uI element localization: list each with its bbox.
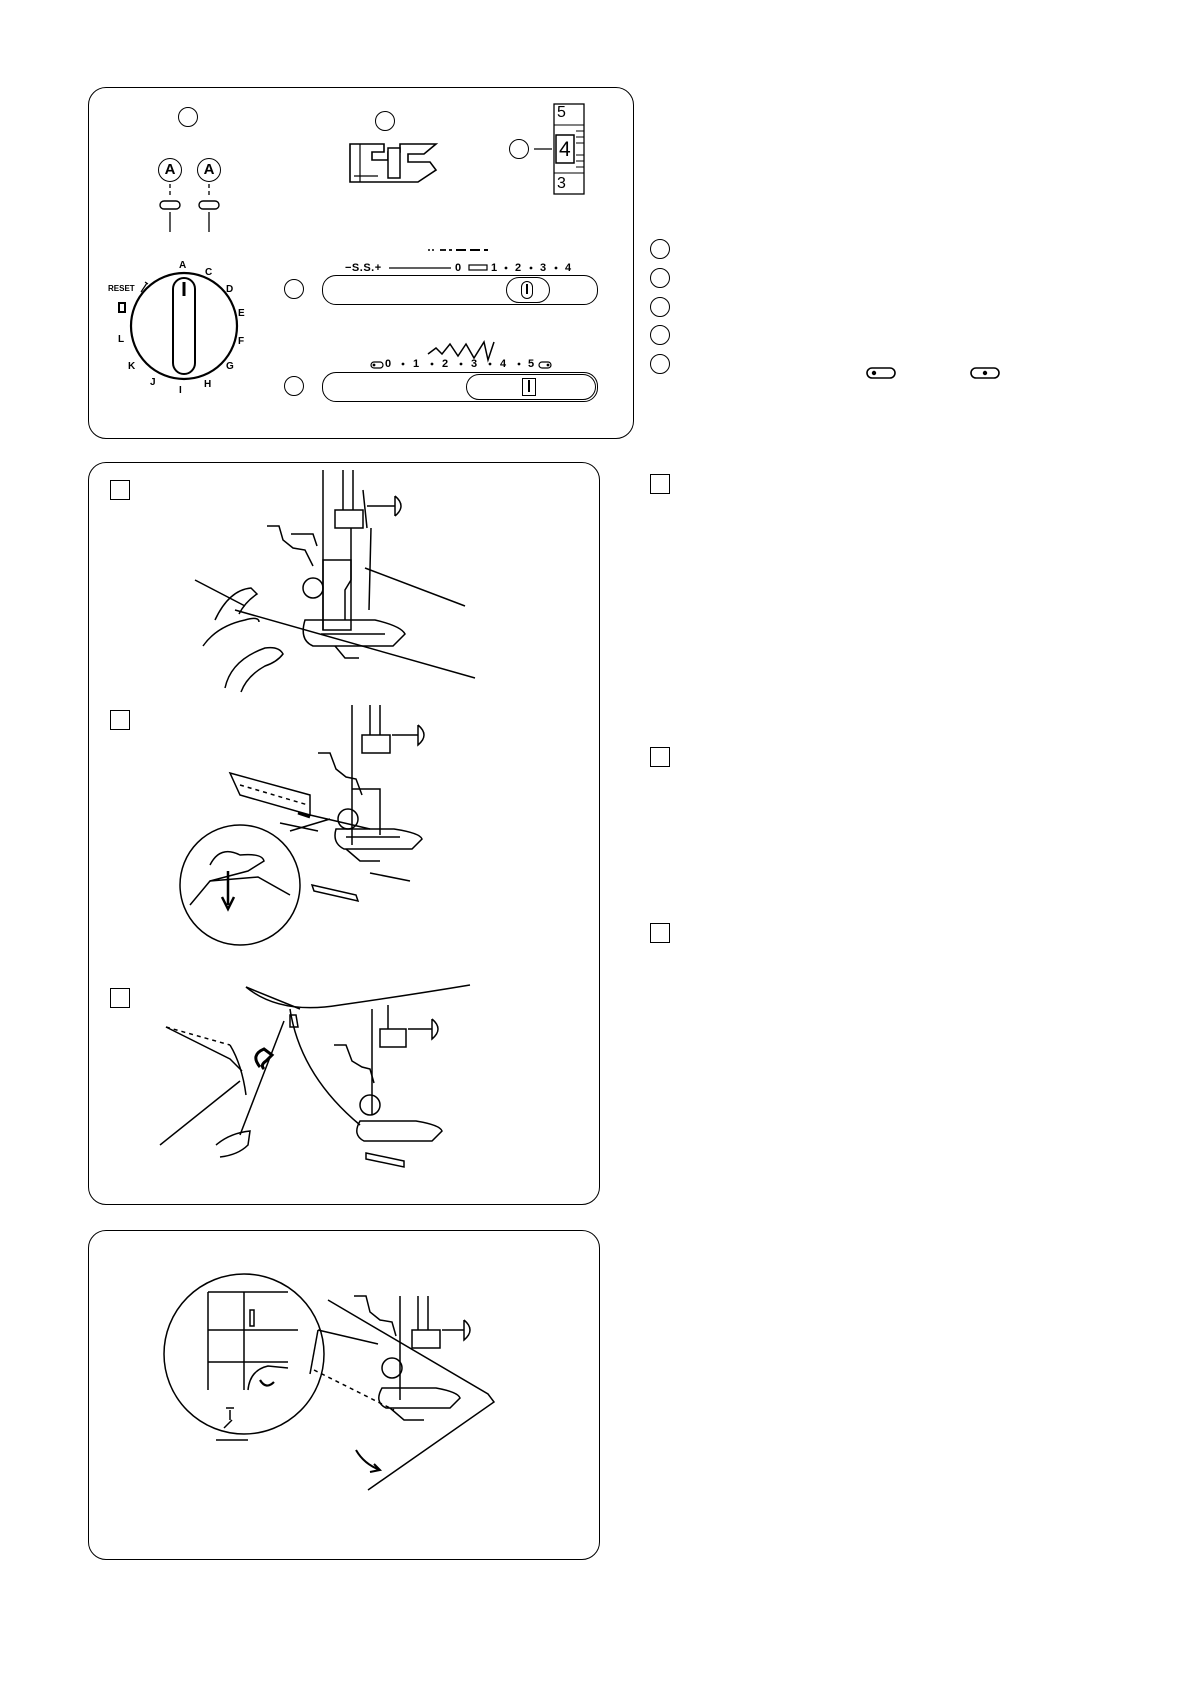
start-sewing-illustration — [195, 470, 495, 700]
length-value-3: 3 — [540, 262, 547, 274]
dial-letter-c: C — [205, 267, 213, 278]
step-text-marker-3 — [650, 923, 670, 943]
legend-marker-5 — [650, 354, 670, 374]
finish-sewing-illustration — [160, 985, 480, 1185]
dial-letter-k: K — [128, 361, 136, 372]
buttonhole-mark-right: A — [197, 158, 221, 182]
legend-marker-3 — [650, 297, 670, 317]
legend-marker-4 — [650, 325, 670, 345]
width-left-needle-icon — [370, 361, 384, 369]
legend-marker-1 — [650, 239, 670, 259]
stitch-length-knob[interactable] — [506, 277, 550, 303]
thread-cutter-illustration — [168, 1270, 508, 1500]
callout-marker-tension — [509, 139, 529, 159]
needle-position-center-icon — [866, 367, 896, 379]
stitch-length-slider[interactable] — [322, 275, 598, 305]
width-value-5: 5 — [528, 358, 535, 370]
tension-number-4: 4 — [559, 138, 571, 161]
width-scale-dots-icon — [395, 358, 525, 370]
length-scale-prefix: −S.S.+ — [345, 262, 382, 274]
dial-letter-l: L — [118, 334, 125, 345]
callout-marker-width — [284, 376, 304, 396]
width-value-1: 1 — [413, 358, 420, 370]
callout-marker-foot — [375, 111, 395, 131]
dial-letter-i: I — [179, 385, 182, 396]
callout-marker-length — [284, 279, 304, 299]
dial-reset-label: RESET — [108, 284, 135, 293]
dial-letter-j: J — [150, 377, 156, 388]
pencil-icon — [139, 281, 149, 293]
length-value-1: 1 — [491, 262, 498, 274]
dial-letter-a: A — [179, 260, 187, 271]
step-marker-2 — [110, 710, 130, 730]
length-value-2: 2 — [515, 262, 522, 274]
buttonhole-indicator-icon — [150, 182, 230, 234]
stitch-width-knob[interactable] — [466, 374, 596, 400]
width-value-0: 0 — [385, 358, 392, 370]
step-marker-1 — [110, 480, 130, 500]
width-right-needle-icon — [538, 361, 552, 369]
legend-marker-2 — [650, 268, 670, 288]
callout-marker-pattern — [178, 107, 198, 127]
tension-number-5: 5 — [557, 104, 566, 121]
width-value-3: 3 — [471, 358, 478, 370]
length-value-0: 0 — [455, 262, 462, 274]
dial-letter-f: F — [238, 336, 245, 347]
width-value-2: 2 — [442, 358, 449, 370]
step-marker-3 — [110, 988, 130, 1008]
tension-number-3: 3 — [557, 175, 566, 192]
dial-letter-h: H — [204, 379, 212, 390]
dial-letter-g: G — [226, 361, 234, 372]
length-scale-dots-icon — [500, 262, 564, 274]
dial-letter-e: E — [238, 308, 245, 319]
straight-stitch-mark — [118, 302, 126, 313]
presser-foot-icon — [348, 140, 440, 186]
width-value-4: 4 — [500, 358, 507, 370]
length-scale-line-icon — [389, 262, 454, 274]
step-text-marker-2 — [650, 747, 670, 767]
length-bar-marker-icon — [468, 264, 488, 272]
step-text-marker-1 — [650, 474, 670, 494]
dial-letter-d: D — [226, 284, 234, 295]
sewing-forward-illustration — [170, 705, 460, 965]
buttonhole-mark-left: A — [158, 158, 182, 182]
length-value-4: 4 — [565, 262, 572, 274]
needle-position-right-icon — [970, 367, 1000, 379]
straight-stitch-symbol-icon — [428, 246, 488, 254]
